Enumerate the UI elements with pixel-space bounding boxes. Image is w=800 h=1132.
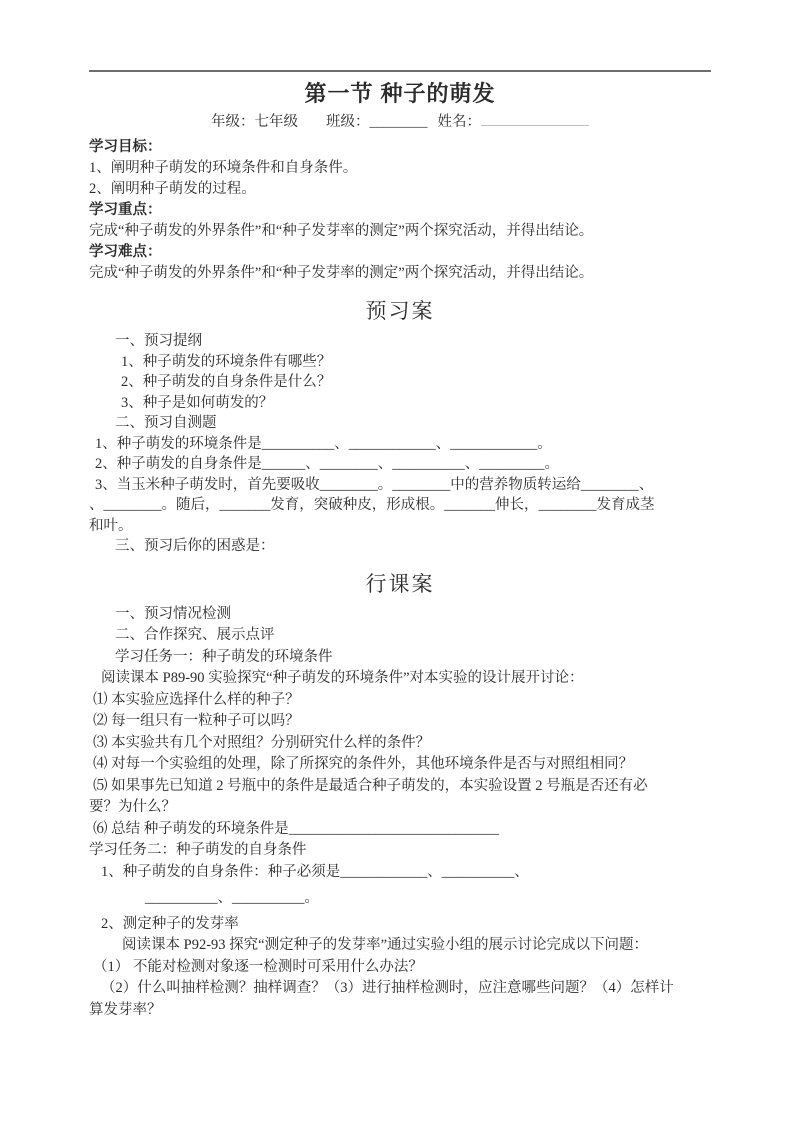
lesson-line: 阅读课本 P89-90 实验探究“种子萌发的环境条件”对本实验的设计展开讨论：: [101, 670, 584, 686]
task-one-heading: 学习任务一：种子萌发的环境条件: [115, 648, 333, 665]
lesson-question: ⑵ 每一组只有一粒种子可以吗？: [93, 713, 300, 729]
preview-section-heading: 预习案: [365, 299, 435, 323]
goal-item: 2、阐明种子萌发的过程。: [89, 181, 256, 197]
lesson-line: 二、合作探究、展示点评: [115, 627, 275, 643]
name-label: 姓名：: [437, 114, 481, 130]
difficulty-text: 完成“种子萌发的外界条件”和“种子发芽率的测定”两个探究活动，并得出结论。: [89, 265, 594, 281]
lesson-question: 算发芽率？: [89, 1001, 162, 1018]
preview-fill-blank: 2、种子萌发的自身条件是______、________、__________、_________。: [95, 456, 559, 472]
preview-line: 2、种子萌发的自身条件是什么？: [121, 374, 332, 390]
lesson-line: 2、测定种子的发芽率: [101, 915, 239, 932]
lesson-fill-blank: __________、__________。: [145, 890, 319, 906]
lesson-question: ⑸ 如果事先已知道 2 号瓶中的条件是最适合种子萌发的，本实验设置 2 号瓶是否还有必: [93, 777, 648, 794]
lesson-question: （1） 不能对检测对象逐一检测时可采用什么办法？: [93, 958, 423, 975]
lesson-question: ⑶ 本实验共有几个对照组？分别研究什么样的条件？: [93, 734, 431, 751]
header-rule: [89, 70, 711, 72]
grade-label: 年级：七年级: [211, 114, 298, 130]
class-blank-line: ________: [369, 114, 428, 130]
lesson-line: 阅读课本 P92-93 探究“测定种子的发芽率”通过实验小组的展示讨论完成以下问题：: [122, 937, 649, 953]
preview-line: 二、预习自测题: [115, 415, 217, 431]
name-blank-line: [481, 111, 589, 126]
goals-section: [89, 137, 711, 284]
student-info-line: [89, 111, 711, 132]
preview-fill-blank: 和叶。: [89, 517, 133, 534]
preview-line: 3、种子是如何萌发的？: [121, 394, 274, 411]
lesson-question: ⑴ 本实验应选择什么样的种子？: [93, 691, 300, 708]
lesson-section-heading: 行课案: [365, 571, 435, 596]
lesson-question: （2）什么叫抽样检测？抽样调查？（3）进行抽样检测时，应注意哪些问题？（4）怎样计: [101, 980, 674, 996]
lesson-summary-blank: ⑹ 总结 种子萌发的环境条件是_____________________________: [93, 820, 499, 837]
goal-item: 1、阐明种子萌发的环境条件和自身条件。: [89, 160, 358, 176]
preview-fill-blank: 3、当玉米种子萌发时，首先要吸收________。________中的营养物质转运给________、: [95, 476, 654, 493]
lesson-line: 一、预习情况检测: [115, 605, 231, 622]
lesson-question: ⑷ 对每一个实验组的处理，除了所探究的条件外，其他环境条件是否与对照组相同？: [93, 756, 634, 772]
difficulty-heading: 学习难点：: [89, 244, 162, 260]
task-two-heading: 学习任务二：种子萌发的自身条件: [89, 842, 307, 858]
lesson-section: [89, 604, 711, 1022]
preview-section: [89, 331, 711, 557]
preview-fill-blank: 、________。随后，_______发育，突破种皮，形成根。_______伸长，________发育成茎: [89, 497, 655, 513]
preview-line: 一、预习提纲: [115, 333, 202, 349]
goals-heading: 学习目标：: [89, 139, 162, 155]
preview-line: 三、预习后你的困惑是：: [115, 538, 275, 554]
lesson-fill-blank: 1、种子萌发的自身条件：种子必须是____________、__________、: [101, 863, 529, 880]
class-label: 班级：: [326, 114, 370, 130]
lesson-question: 要？为什么？: [89, 799, 176, 815]
preview-line: 1、种子萌发的环境条件有哪些？: [121, 353, 332, 370]
preview-fill-blank: 1、种子萌发的环境条件是__________、____________、____________。: [95, 435, 552, 452]
page-title: 第一节 种子的萌发: [304, 81, 496, 106]
key-points-heading: 学习重点：: [89, 202, 162, 218]
key-points-text: 完成“种子萌发的外界条件”和“种子发芽率的测定”两个探究活动，并得出结论。: [89, 223, 594, 239]
